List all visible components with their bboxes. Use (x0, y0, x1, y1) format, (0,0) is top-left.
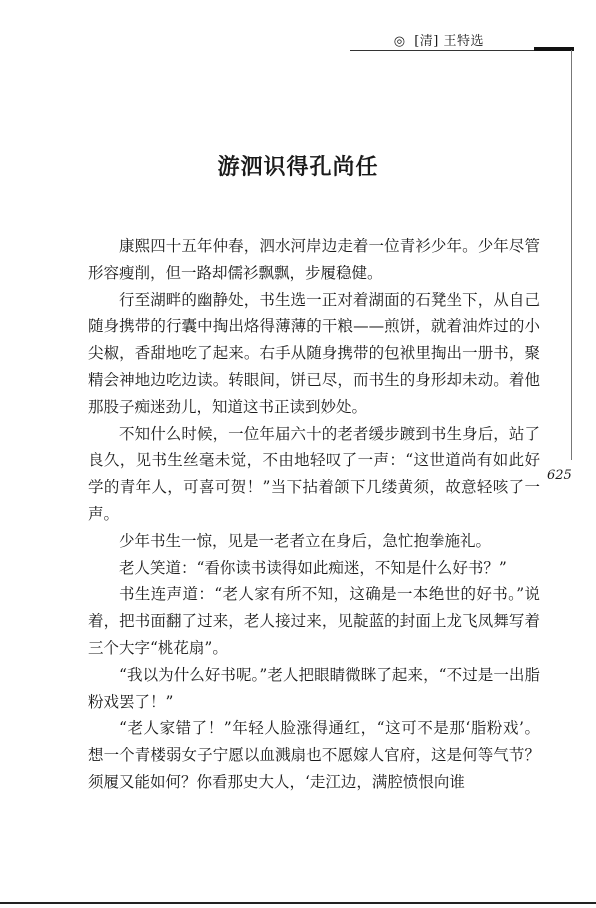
paragraph: 行至湖畔的幽静处，书生选一正对着湖面的石凳坐下，从自己随身携带的行囊中掏出烙得薄薄的干粮——煎饼，就着油炸过的小尖椒，香甜地吃了起来。右手从随身携带的包袱里掏出一册书，聚精会神地边吃边读。转眼间，饼已尽，而书生的身形却未动。着他那股子痴迷劲儿，知道这书正读到妙处。 (88, 290, 540, 416)
paragraph: “老人家错了！”年轻人脸涨得通红，“这可不是那‘脂粉戏’。想一个青楼弱女子宁愿以血溅扇也不愿嫁人官府，这是何等气节？须履又能如何？你看那史大人，‘走江边，满腔愤恨向谁 (88, 719, 540, 791)
target-circle-icon: ◎ (393, 34, 406, 49)
bottom-edge-rule (0, 902, 596, 904)
header-author: [清] 王特选 (414, 34, 484, 49)
body-text (88, 233, 540, 796)
paragraph: 不知什么时候，一位年届六十的老者缓步踱到书生身后，站了良久，见书生丝毫未觉，不由地轻叹了一声：“这世道尚有如此好学的青年人，可喜可贺！”当下拈着颌下几缕黄须，故意轻咳了一声。 (88, 424, 540, 523)
paragraph: 老人笑道：“看你读书读得如此痴迷，不知是什么好书？” (119, 558, 507, 577)
page-header (394, 30, 484, 49)
paragraph: 康熙四十五年仲春，泗水河岸边走着一位青衫少年。少年尽管形容瘦削，但一路却儒衫飘飘，步履稳健。 (88, 237, 540, 282)
page-title: 游泗识得孔尚任 (217, 155, 379, 180)
paragraph: 少年书生一惊，见是一老者立在身后，急忙抱拳施礼。 (119, 531, 492, 550)
margin-vertical-rule (571, 50, 572, 460)
header-rule (350, 50, 534, 51)
page-number: 625 (547, 468, 572, 483)
paragraph: “我以为什么好书呢。”老人把眼睛微眯了起来，“不过是一出脂粉戏罢了！” (88, 665, 540, 711)
header-tab-marker (534, 47, 574, 51)
paragraph: 书生连声道：“老人家有所不知，这确是一本绝世的好书。”说着，把书面翻了过来，老人接过来，见靛蓝的封面上龙飞凤舞写着三个大字“桃花扇”。 (88, 585, 540, 657)
